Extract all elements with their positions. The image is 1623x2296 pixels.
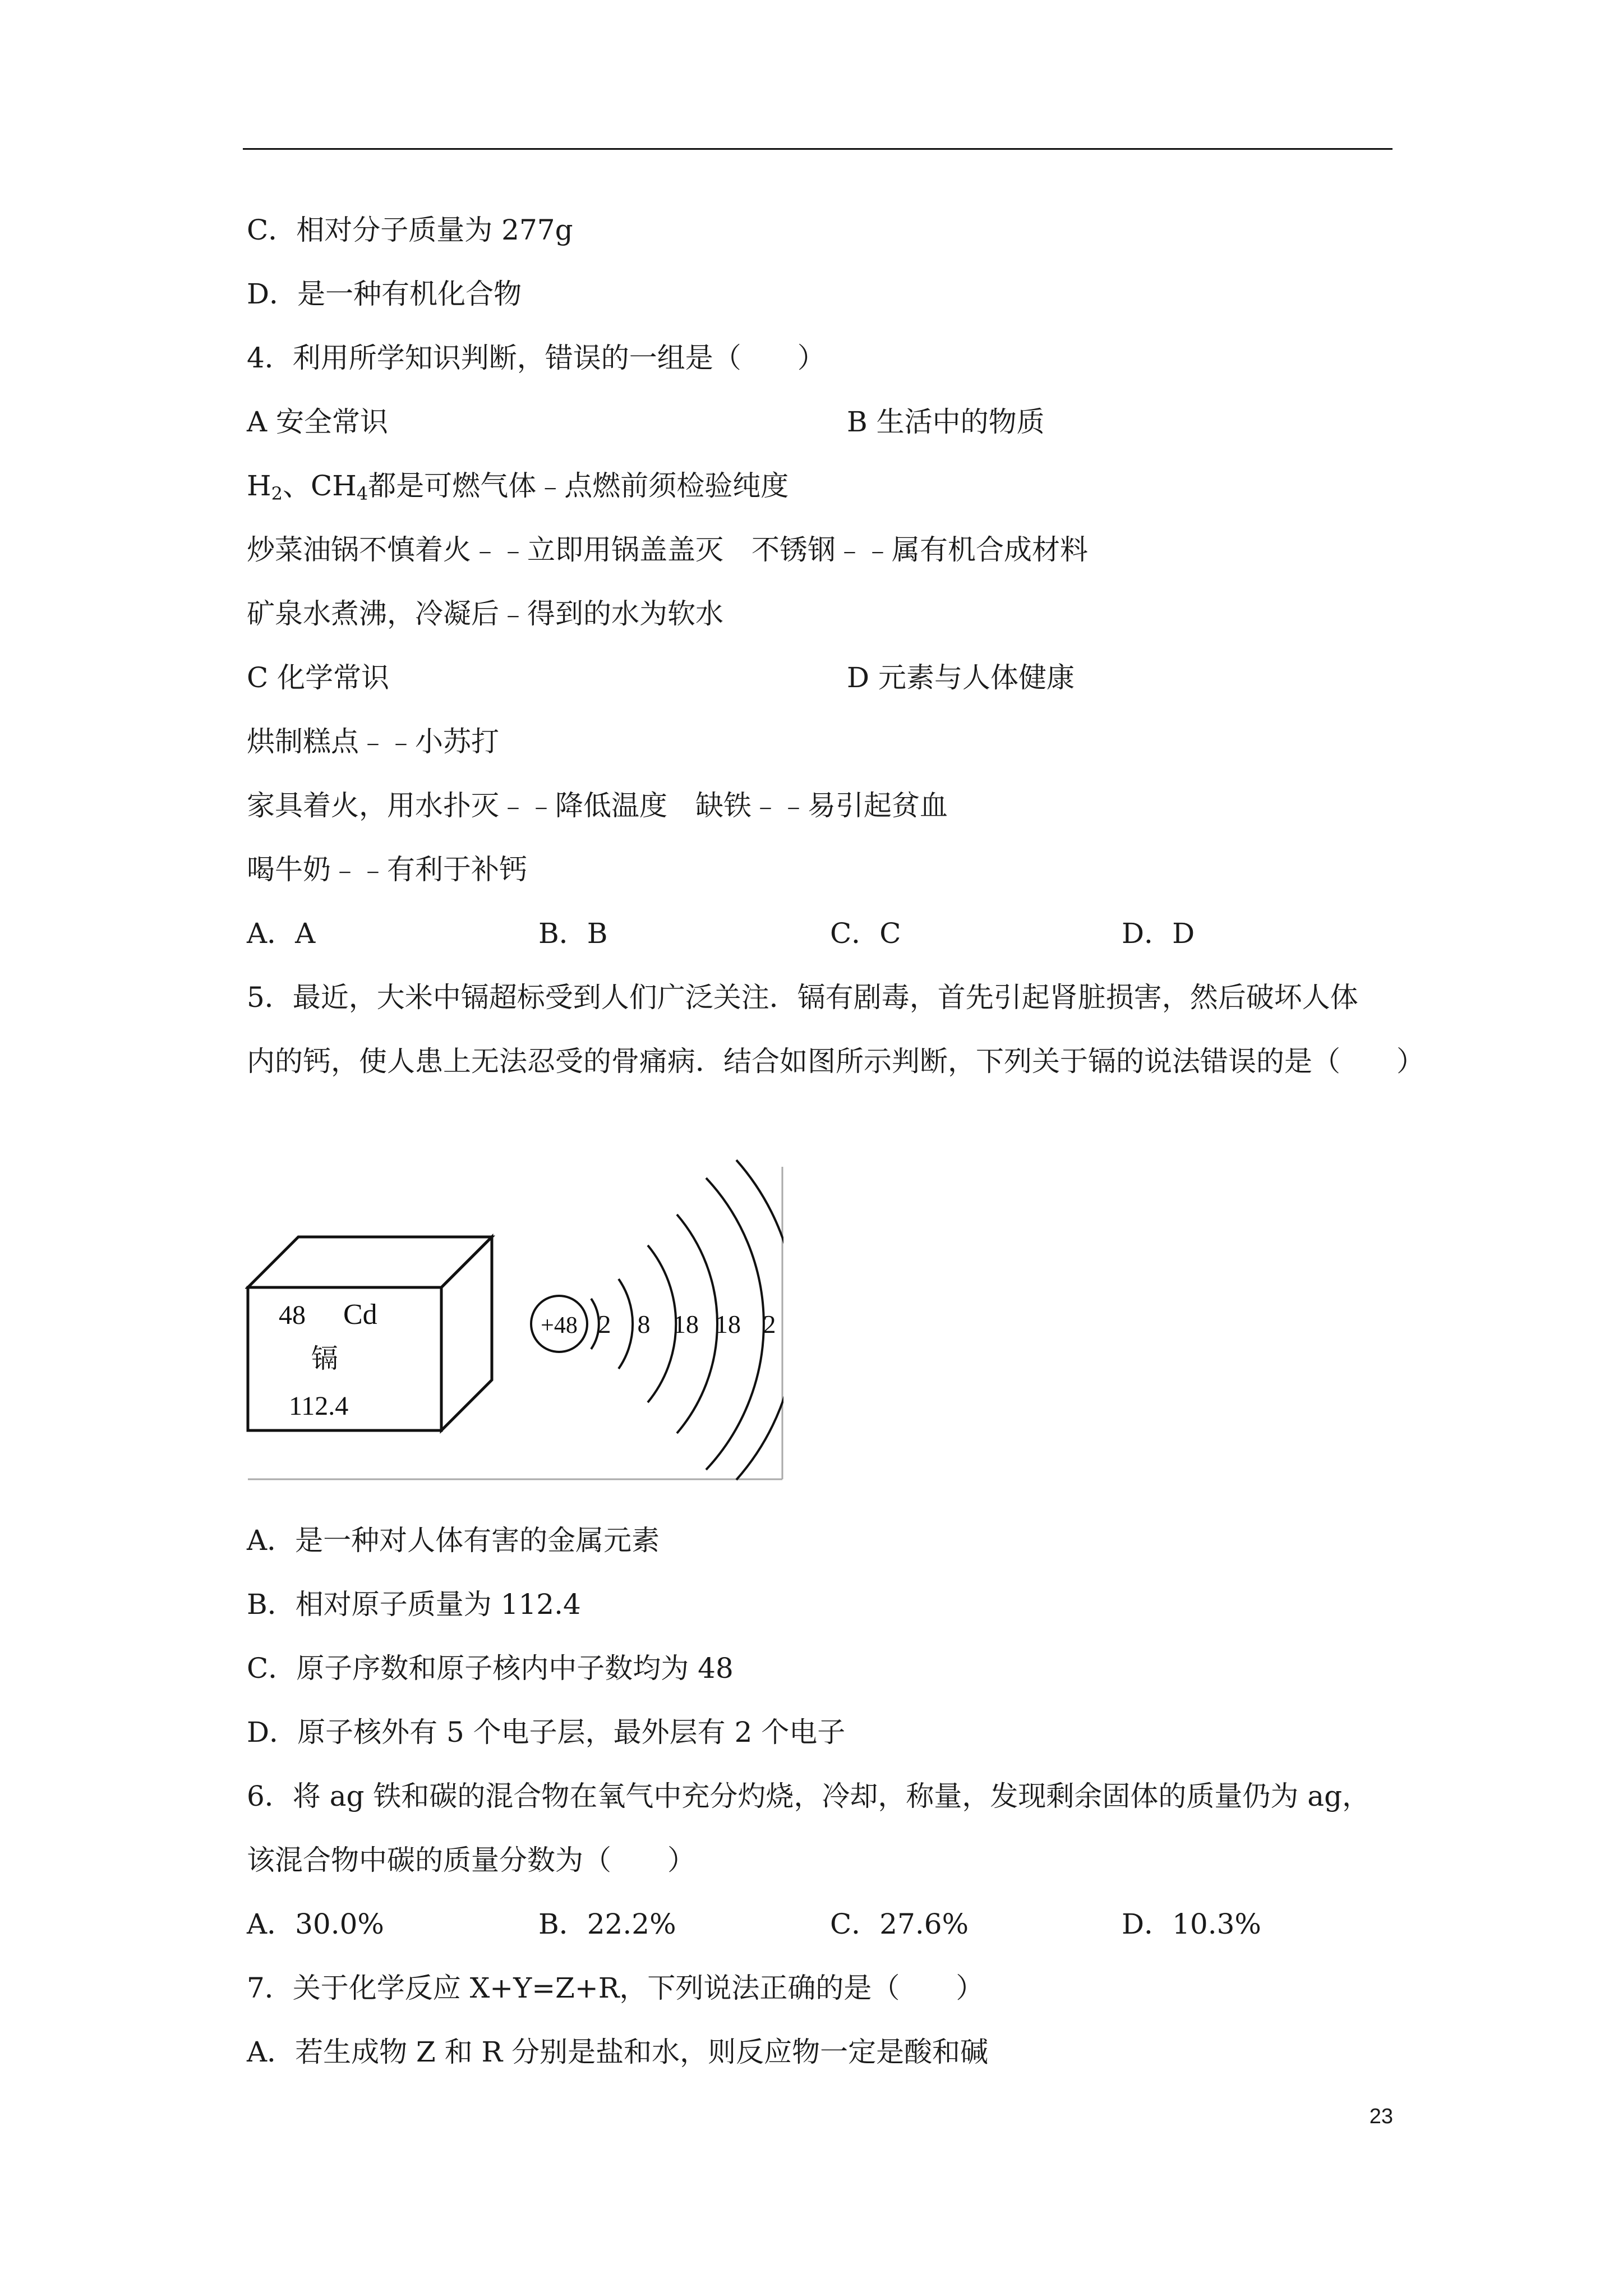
q4-a-title: A 安全常识 [247,406,389,438]
q5-stem-line1: 5．最近，大米中镉超标受到人们广泛关注．镉有剧毒，首先引起肾脏损害，然后破坏人体 [247,981,1358,1014]
q4-d-title: D 元素与人体健康 [847,661,1075,694]
q3-option-d: D．是一种有机化合物 [247,278,522,310]
q6-option-a: A．30.0% [247,1908,384,1940]
q4-line5: 家具着火，用水扑灭﹣﹣降低温度 缺铁﹣﹣易引起贫血 [247,789,948,822]
q4-option-c: C．C [830,917,901,950]
q7-stem: 7．关于化学反应 X+Y=Z+R，下列说法正确的是（ ） [247,1972,984,2004]
q4-b-title: B 生活中的物质 [847,406,1045,438]
element-name: 镉 [311,1343,339,1374]
q6-option-b: B．22.2% [538,1908,676,1940]
q4-stem: 4．利用所学知识判断，错误的一组是（ ） [247,342,826,374]
q4-options [247,915,1368,951]
shell-3-count: 18 [673,1310,699,1338]
q5-stem-line2: 内的钙，使人患上无法忍受的骨痛病．结合如图所示判断，下列关于镉的说法错误的是（ ） [247,1045,1424,1078]
shell-arc-3 [648,1245,676,1402]
q4-line1: $H_2$、$CH_4$都是可燃气体﹣点燃前须检验纯度 [247,470,789,504]
q6-stem-line1: 6．将 ag 铁和碳的混合物在氧气中充分灼烧，冷却，称量，发现剩余固体的质量仍为 ag， [247,1780,1371,1812]
q4-option-d: D．D [1122,917,1195,950]
q5-option-b: B．相对原子质量为 112.4 [247,1588,581,1621]
q3-option-c: C．相对分子质量为 277g [247,214,573,246]
q4-line6: 喝牛奶﹣﹣有利于补钙 [247,853,527,886]
q4-line4: 烘制糕点﹣﹣小苏打 [247,725,499,758]
shell-1-count: 2 [598,1310,611,1338]
q4-line2: 炒菜油锅不慎着火﹣﹣立即用锅盖盖灭 不锈钢﹣﹣属有机合成材料 [247,533,1088,566]
shell-2-count: 8 [637,1310,651,1338]
q4-option-b: B．B [538,917,608,950]
cadmium-figure [245,1156,783,1481]
q4-option-a: A．A [247,917,316,950]
q7-option-a: A．若生成物 Z 和 R 分别是盐和水，则反应物一定是酸和碱 [247,2036,989,2068]
q6-stem-line2: 该混合物中碳的质量分数为（ ） [247,1844,695,1876]
nucleus-charge: +48 [541,1313,578,1338]
q5-option-d: D．原子核外有 5 个电子层，最外层有 2 个电子 [247,1716,846,1749]
shell-5-count: 2 [763,1310,776,1338]
atomic-mass: 112.4 [289,1391,349,1421]
cadmium-diagram [245,1156,783,1481]
q6-option-c: C．27.6% [830,1908,969,1940]
q4-c-title: C 化学常识 [247,661,390,694]
atomic-number: 48 [279,1300,306,1330]
q4-line3: 矿泉水煮沸，冷凝后﹣得到的水为软水 [247,597,723,630]
shell-arc-6 [736,1160,783,1480]
page-number: 23 [1369,2105,1393,2128]
header-rule [243,148,1393,150]
element-symbol: Cd [343,1299,377,1331]
shell-4-count: 18 [715,1310,741,1338]
q5-option-a: A．是一种对人体有害的金属元素 [247,1524,660,1557]
element-cube [248,1237,492,1430]
q5-option-c: C．原子序数和原子核内中子数均为 48 [247,1652,734,1685]
shell-arc-2 [619,1279,633,1369]
q6-option-d: D．10.3% [1122,1908,1261,1940]
q6-options [247,1906,1368,1942]
